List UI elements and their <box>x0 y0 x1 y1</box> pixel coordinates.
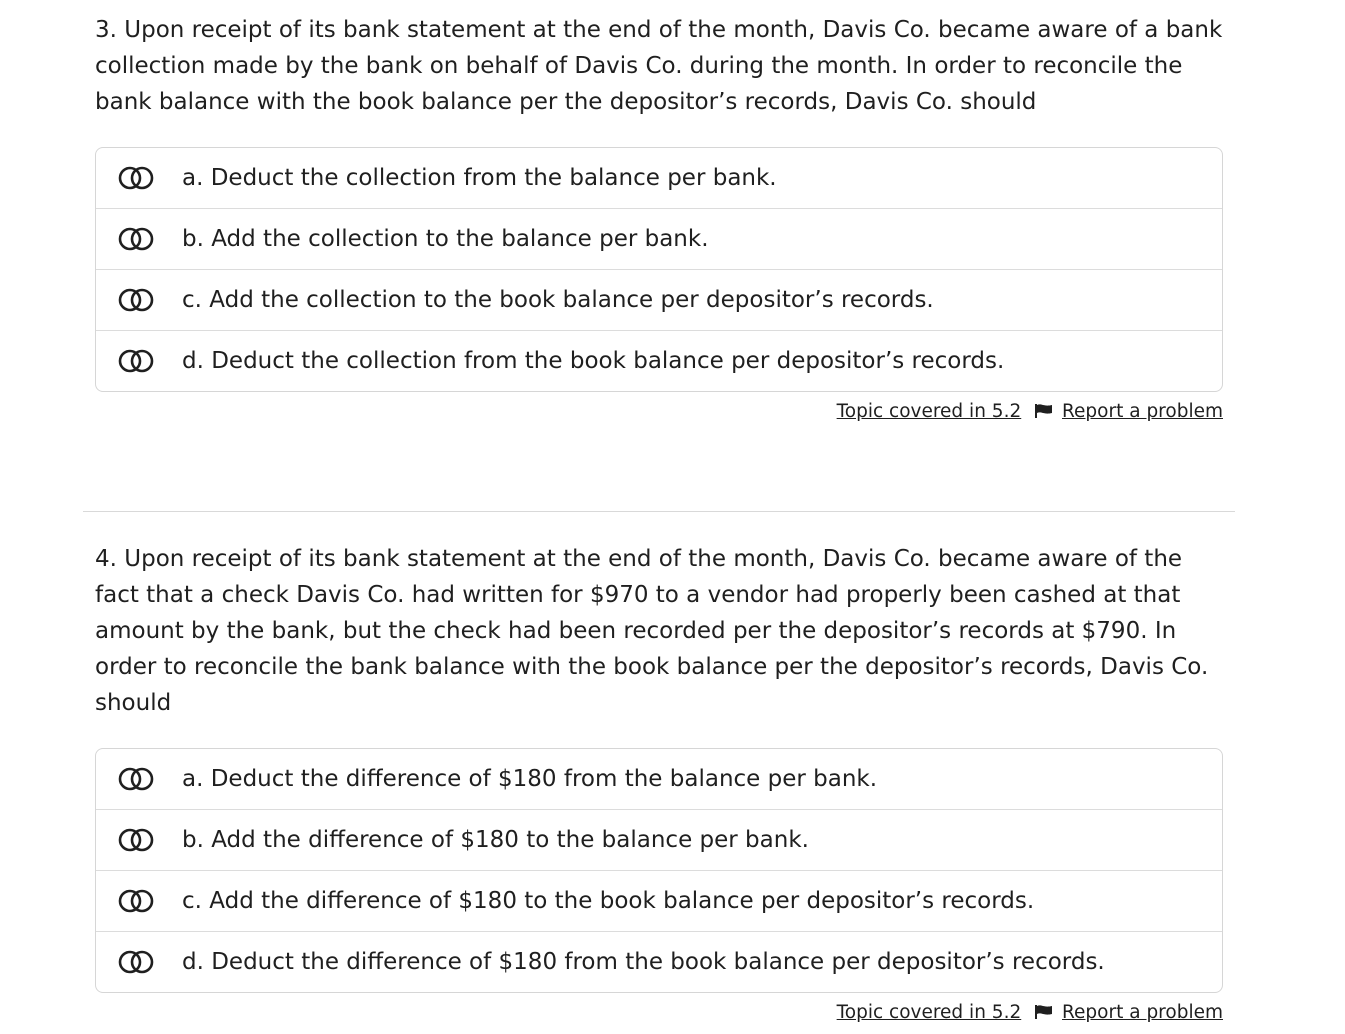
radio-toggle-icon[interactable] <box>118 828 158 852</box>
topic-covered-link[interactable]: Topic covered in 5.2 <box>836 401 1022 422</box>
question-3-links <box>95 401 1223 422</box>
radio-toggle-icon[interactable] <box>118 349 158 373</box>
question-4-text: 4. Upon receipt of its bank statement at the end of the month, Davis Co. became aware of the fact that a check Davis Co. had written for $970 to a vendor had properly been cashed at that amount by the bank, but the check had been recorded per the depositor’s records at $790. In order to reconcile the bank balance with the book balance per the depositor’s records, Davis Co. should <box>95 546 1209 716</box>
option-label: a. Deduct the collection from the balance per bank. <box>182 165 777 191</box>
radio-toggle-icon[interactable] <box>118 227 158 251</box>
question-3-option-a[interactable] <box>96 148 1222 208</box>
question-3 <box>95 12 1223 422</box>
question-4-options <box>95 748 1223 993</box>
question-3-text: 3. Upon receipt of its bank statement at the end of the month, Davis Co. became aware of a bank collection made by the bank on behalf of Davis Co. during the month. In order to reconcile the bank balance with the book balance per the depositor’s records, Davis Co. should <box>95 17 1223 115</box>
option-label: c. Add the collection to the book balance per depositor’s records. <box>182 287 934 313</box>
flag-icon <box>1035 404 1053 418</box>
option-label: b. Add the difference of $180 to the balance per bank. <box>182 827 809 853</box>
question-4-links <box>95 1002 1223 1023</box>
option-label: b. Add the collection to the balance per bank. <box>182 226 709 252</box>
radio-toggle-icon[interactable] <box>118 767 158 791</box>
option-label: c. Add the difference of $180 to the book balance per depositor’s records. <box>182 888 1035 914</box>
radio-toggle-icon[interactable] <box>118 166 158 190</box>
radio-toggle-icon[interactable] <box>118 950 158 974</box>
question-divider <box>83 511 1235 512</box>
option-label: a. Deduct the difference of $180 from the balance per bank. <box>182 766 878 792</box>
question-4-option-a[interactable] <box>96 749 1222 809</box>
radio-toggle-icon[interactable] <box>118 288 158 312</box>
radio-toggle-icon[interactable] <box>118 889 158 913</box>
report-problem-link[interactable]: Report a problem <box>1062 1002 1223 1023</box>
question-3-option-d[interactable] <box>96 330 1222 391</box>
question-4-option-d[interactable] <box>96 931 1222 992</box>
question-3-options <box>95 147 1223 392</box>
question-3-option-b[interactable] <box>96 208 1222 269</box>
question-3-option-c[interactable] <box>96 269 1222 330</box>
question-4-option-c[interactable] <box>96 870 1222 931</box>
option-label: d. Deduct the collection from the book balance per depositor’s records. <box>182 348 1005 374</box>
report-problem-link[interactable]: Report a problem <box>1062 401 1223 422</box>
topic-covered-link[interactable]: Topic covered in 5.2 <box>836 1002 1022 1023</box>
question-4 <box>95 541 1223 1023</box>
question-4-option-b[interactable] <box>96 809 1222 870</box>
option-label: d. Deduct the difference of $180 from the book balance per depositor’s records. <box>182 949 1105 975</box>
flag-icon <box>1035 1005 1053 1019</box>
